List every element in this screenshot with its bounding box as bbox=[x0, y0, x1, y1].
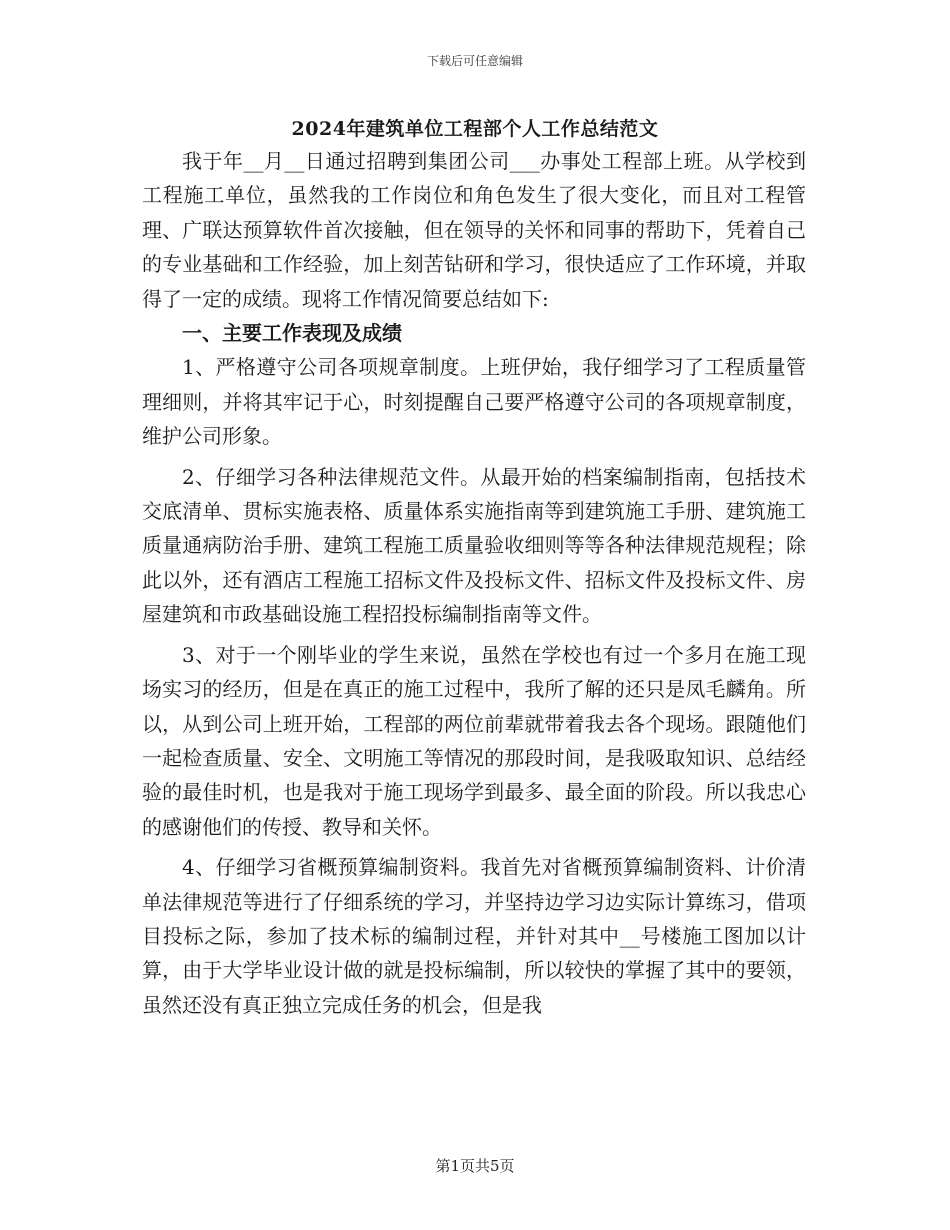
page-header-note: 下载后可任意编辑 bbox=[426, 54, 523, 68]
paragraph-item-3: 3、对于一个刚毕业的学生来说，虽然在学校也有过一个多月在施工现场实习的经历，但是在真正的施工过程中，我所了解的还只是凤毛麟角。所以，从到公司上班开始，工程部的两位前辈就带着我去各个现场。跟随他们一起检查质量、安全、文明施工等情况的那段时间，是我吸取知识、总结经验的最佳时机，也是我对于施工现场学到最多、最全面的阶段。所以我忠心的感谢他们的传授、教导和关怀。 bbox=[142, 642, 806, 839]
document-title: 2024年建筑单位工程部个人工作总结范文 bbox=[291, 118, 659, 140]
paragraph-item-2: 2、仔细学习各种法律规范文件。从最开始的档案编制指南，包括技术交底清单、贯标实施表格、质量体系实施指南等到建筑施工手册、建筑施工质量通病防治手册、建筑工程施工质量验收细则等等各种法律规范规程；除此以外，还有酒店工程施工招标文件及投标文件、招标文件及投标文件、房屋建筑和市政基础设施工程招投标编制指南等文件。 bbox=[142, 464, 806, 627]
document-body bbox=[142, 144, 806, 1022]
page-footer-number: 第1页共5页 bbox=[435, 1157, 515, 1175]
section-heading: 一、主要工作表现及成绩 bbox=[182, 321, 402, 346]
paragraph-item-1: 1、严格遵守公司各项规章制度。上班伊始，我仔细学习了工程质量管理细则，并将其牢记于心，时刻提醒自己要严格遵守公司的各项规章制度，维护公司形象。 bbox=[142, 355, 806, 449]
paragraph-item-4: 4、仔细学习省概预算编制资料。我首先对省概预算编制资料、计价清单法律规范等进行了仔细系统的学习，并坚持边学习边实际计算练习，借项目投标之际，参加了技术标的编制过程，并针对其中__号楼施工图加以计算，由于大学毕业设计做的就是投标编制，所以较快的掌握了其中的要领，虽然还没有真正独立完成任务的机会，但是我 bbox=[142, 855, 806, 1017]
intro-paragraph: 我于年__月__日通过招聘到集团公司___办事处工程部上班。从学校到工程施工单位，虽然我的工作岗位和角色发生了很大变化，而且对工程管理、广联达预算软件首次接触，但在领导的关怀和同事的帮助下，凭着自己的专业基础和工作经验，加上刻苦钻研和学习，很快适应了工作环境，并取得了一定的成绩。现将工作情况简要总结如下: bbox=[142, 149, 806, 311]
